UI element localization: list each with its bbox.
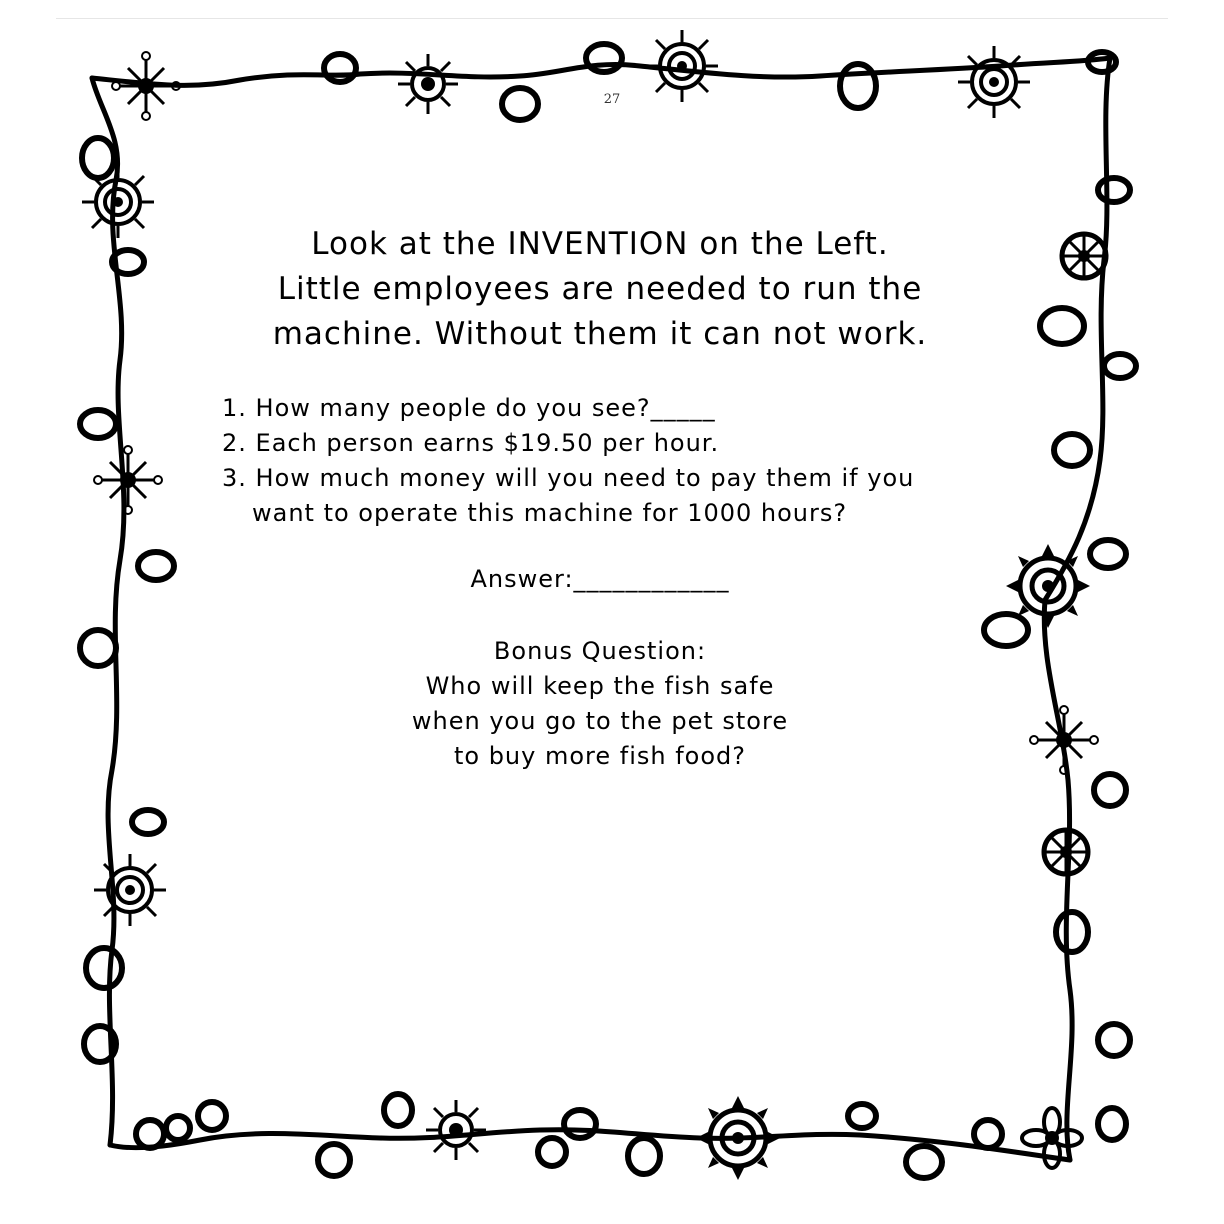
answer-label: Answer:____________ [470, 565, 730, 593]
intro-line: Little employees are needed to run the [277, 271, 923, 307]
question-3: 3. How much money will you need to pay them if you [222, 464, 915, 492]
bonus-line: when you go to the pet store [411, 707, 789, 735]
bonus-heading: Bonus Question: [493, 637, 707, 665]
question-2: 2. Each person earns $19.50 per hour. [222, 429, 720, 457]
question-3-continued: want to operate this machine for 1000 hours? [252, 499, 848, 527]
bonus-line: Who will keep the fish safe [425, 672, 775, 700]
intro-line: machine. Without them it can not work. [272, 316, 928, 352]
bonus-line: to buy more fish food? [453, 742, 747, 770]
page-number: 27 [603, 92, 621, 107]
answer-line [0, 565, 1224, 593]
question-list [222, 391, 982, 531]
bonus-question [0, 634, 1200, 774]
intro-text [230, 222, 970, 357]
question-1: 1. How many people do you see?_____ [222, 394, 716, 422]
intro-line: Look at the INVENTION on the Left. [311, 226, 889, 262]
